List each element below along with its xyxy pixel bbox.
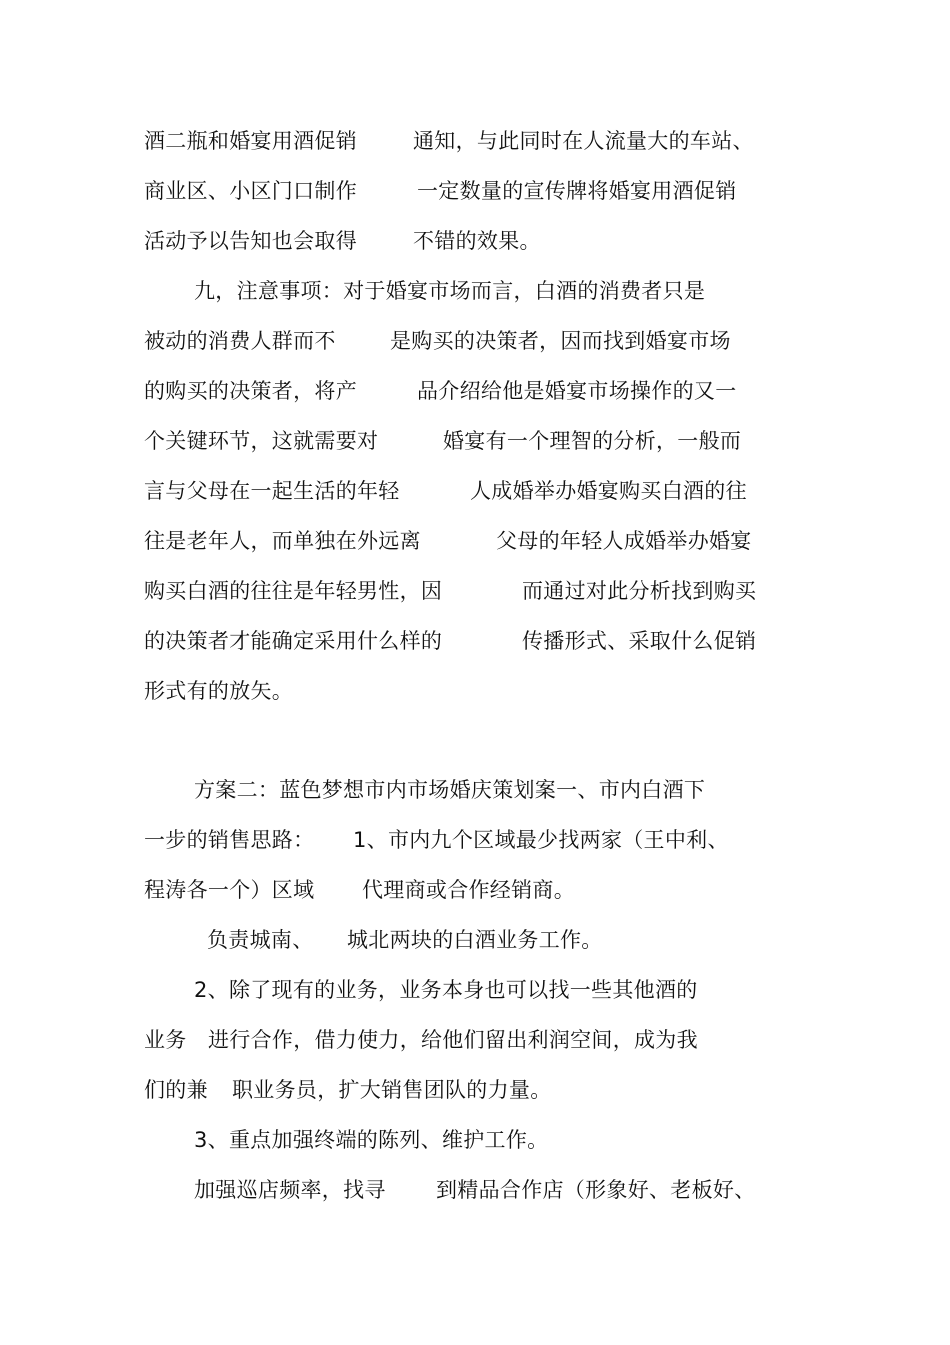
text-segment: 言与父母在一起生活的年轻 [144, 479, 400, 503]
text-segment: 方案二：蓝色梦想市内市场婚庆策划案一、市内白酒下 [194, 778, 706, 802]
text-segment: 酒二瓶和婚宴用酒促销 [144, 129, 357, 153]
text-segment: 传播形式、采取什么促销 [522, 629, 757, 653]
text-segment: 加强巡店频率，找寻 [194, 1178, 386, 1202]
text-segment: 代理商或合作经销商。 [362, 878, 575, 902]
text-segment: 3、重点加强终端的陈列、维护工作。 [194, 1128, 549, 1152]
text-segment: 婚宴有一个理智的分析，一般而 [443, 429, 742, 453]
text-segment: 城北两块的白酒业务工作。 [347, 928, 603, 952]
text-segment: 到精品合作店（形象好、老板好、 [436, 1178, 756, 1202]
text-segment: 负责城南、 [207, 928, 314, 952]
text-segment: 的购买的决策者，将产 [144, 379, 357, 403]
text-segment: 进行合作，借力使力，给他们留出利润空间，成为我 [208, 1028, 698, 1052]
text-segment: 通知，与此同时在人流量大的车站、 [413, 129, 754, 153]
text-segment: 1、市内九个区域最少找两家（王中利、 [353, 828, 729, 852]
text-segment: 一步的销售思路： [144, 828, 315, 852]
text-segment: 程涛各一个）区域 [144, 878, 315, 902]
text-segment: 一定数量的宣传牌将婚宴用酒促销 [417, 179, 737, 203]
text-segment: 活动予以告知也会取得 [144, 229, 357, 253]
text-segment: 们的兼 [144, 1078, 208, 1102]
text-segment: 个关键环节，这就需要对 [144, 429, 379, 453]
text-segment: 往是老年人，而单独在外远离 [144, 529, 421, 553]
text-segment: 品介绍给他是婚宴市场操作的又一 [417, 379, 737, 403]
text-segment: 的决策者才能确定采用什么样的 [144, 629, 443, 653]
text-segment: 职业务员，扩大销售团队的力量。 [232, 1078, 552, 1102]
text-segment: 形式有的放矢。 [144, 679, 294, 703]
text-segment: 人成婚举办婚宴购买白酒的往 [470, 479, 747, 503]
text-segment: 2、除了现有的业务，业务本身也可以找一些其他酒的 [194, 978, 698, 1002]
text-segment: 九，注意事项：对于婚宴市场而言，白酒的消费者只是 [194, 279, 706, 303]
text-segment: 被动的消费人群而不 [144, 329, 336, 353]
text-segment: 而通过对此分析找到购买 [522, 579, 757, 603]
text-segment: 不错的效果。 [413, 229, 541, 253]
text-segment: 业务 [144, 1028, 187, 1052]
text-segment: 商业区、小区门口制作 [144, 179, 357, 203]
text-segment: 是购买的决策者，因而找到婚宴市场 [390, 329, 731, 353]
text-segment: 父母的年轻人成婚举办婚宴 [496, 529, 752, 553]
text-segment: 购买白酒的往往是年轻男性，因 [144, 579, 443, 603]
